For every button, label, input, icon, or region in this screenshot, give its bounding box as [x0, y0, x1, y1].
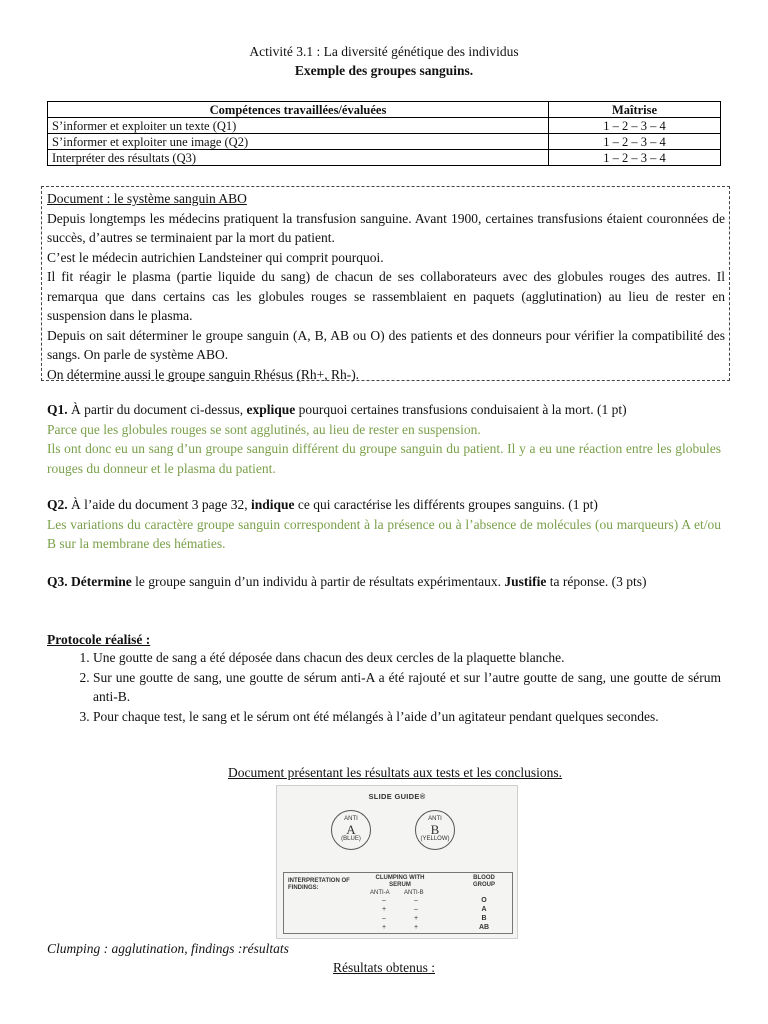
- skill-cell: Interpréter des résultats (Q3): [48, 150, 549, 166]
- anti-a-result: +: [381, 906, 387, 913]
- anti-b-circle: [415, 810, 455, 850]
- table-row: [48, 134, 721, 150]
- list-item: 3. Pour chaque test, le sang et le sérum ont été mélangés à l’aide d’un agitateur pendant quelques secondes.: [93, 707, 721, 727]
- skill-cell: S’informer et exploiter une image (Q2): [48, 134, 549, 150]
- anti-a-result: –: [382, 915, 386, 922]
- list-item: 2. Sur une goutte de sang, une goutte de sérum anti-A a été rajouté et sur l’autre goutte de sang, une goutte de sérum anti-B.: [93, 668, 721, 707]
- mastery-cell: 1 – 2 – 3 – 4: [549, 150, 721, 166]
- skills-table-header: [48, 102, 721, 118]
- answer-text: Ils ont donc eu un sang d’un groupe sanguin différent du groupe sanguin du patient. Il y a eu une réaction entre les globules rouges du donneur et le plasma du patient.: [47, 441, 721, 476]
- answer-text: Parce que les globules rouges se sont agglutinés, au lieu de rester en suspension.: [47, 421, 481, 437]
- protocol-title: Protocole réalisé :: [47, 632, 151, 647]
- document-paragraph: Depuis longtemps les médecins pratiquent la transfusion sanguine. Avant 1900, certaines transfusions étaient couronnées de succès, d’autres se terminaient par la mort du patient.: [47, 210, 725, 245]
- circle-color: (BLUE): [341, 836, 361, 842]
- question-text: À l’aide du document 3 page 32,: [67, 497, 251, 512]
- blood-group-result: A: [481, 906, 487, 913]
- blood-group-result: AB: [478, 924, 490, 931]
- document-paragraph: Il fit réagir le plasma (partie liquide du sang) de chacun de ses collaborateurs avec des globules rouges des autres. Il remarqua que dans certains cas les globules rouges se rassemblaient en paquets (agglutination) au lieu de rester en suspension dans le plasma.: [47, 269, 725, 323]
- question-1: [47, 400, 721, 478]
- question-verb: indique: [250, 497, 295, 512]
- list-item: 1. Une goutte de sang a été déposée dans chacun des deux cercles de la plaquette blanche.: [93, 648, 721, 668]
- circle-letter: A: [346, 822, 356, 837]
- clumping-header: CLUMPING WITH SERUM: [375, 875, 425, 888]
- results-heading: Résultats obtenus :: [333, 960, 435, 975]
- document-paragraph: Depuis on sait déterminer le groupe sanguin (A, B, AB ou O) des patients et des donneurs pour vérifier la compatibilité des sangs. On parle de système ABO.: [47, 327, 725, 362]
- document-paragraph: C’est le médecin autrichien Landsteiner qui comprit pourquoi.: [47, 249, 384, 265]
- circle-label: ANTI: [428, 816, 442, 822]
- question-3: [47, 572, 721, 592]
- table-row: [48, 150, 721, 166]
- activity-title: Activité 3.1 : La diversité génétique des individus: [249, 44, 519, 59]
- question-text: pourquoi certaines transfusions conduisaient à la mort. (1 pt): [295, 402, 627, 417]
- blood-group-header: BLOOD GROUP: [472, 875, 495, 888]
- glossary-note: Clumping : agglutination, findings :résultats: [47, 941, 289, 956]
- circle-letter: B: [430, 822, 440, 837]
- question-verb: explique: [246, 402, 296, 417]
- question-label: Q2.: [47, 497, 68, 512]
- question-text: le groupe sanguin d’un individu à partir de résultats expérimentaux.: [131, 574, 505, 589]
- mastery-cell: 1 – 2 – 3 – 4: [549, 134, 721, 150]
- question-verb: Détermine: [67, 574, 132, 589]
- anti-b-column-header: ANTI-B: [404, 890, 424, 896]
- activity-subtitle: Exemple des groupes sanguins.: [294, 63, 474, 78]
- anti-b-result: +: [413, 915, 419, 922]
- question-2-text: [47, 495, 721, 515]
- mastery-cell: 1 – 2 – 3 – 4: [549, 118, 721, 134]
- mastery-column-header: Maîtrise: [549, 102, 721, 118]
- figure-caption: Document présentant les résultats aux tests et les conclusions.: [227, 765, 563, 780]
- anti-a-result: +: [381, 924, 387, 931]
- skills-column-header: Compétences travaillées/évaluées: [48, 102, 549, 118]
- question-2: [47, 495, 721, 554]
- question-text: À partir du document ci-dessus,: [67, 402, 247, 417]
- anti-a-circle: [331, 810, 371, 850]
- question-label: Q1.: [47, 402, 68, 417]
- skill-cell: S’informer et exploiter un texte (Q1): [48, 118, 549, 134]
- interpretation-table: [283, 872, 513, 934]
- slide-guide-figure: [276, 785, 518, 939]
- circle-color: (YELLOW): [420, 836, 450, 842]
- anti-b-result: –: [414, 906, 418, 913]
- skills-table: [47, 101, 721, 166]
- anti-b-result: +: [413, 924, 419, 931]
- protocol-heading: [47, 630, 721, 650]
- question-verb: Justifie: [504, 574, 547, 589]
- document-paragraph: On détermine aussi le groupe sanguin Rhésus (Rh+, Rh-).: [47, 366, 360, 382]
- slide-guide-title: SLIDE GUIDE®: [368, 792, 426, 801]
- answer-text: Les variations du caractère groupe sanguin correspondent à la présence ou à l’absence de molécules (ou marqueurs) A et/ou B sur la membrane des hématies.: [47, 516, 721, 551]
- question-3-text: [47, 572, 721, 592]
- protocol-steps: [47, 648, 721, 726]
- blood-group-result: B: [481, 915, 487, 922]
- document-title: Document : le système sanguin ABO: [47, 191, 247, 206]
- interpretation-title: INTERPRETATION OF FINDINGS:: [288, 878, 350, 891]
- table-row: [48, 118, 721, 134]
- blood-group-result: O: [481, 897, 487, 904]
- question-label: Q3.: [47, 574, 68, 589]
- anti-a-result: –: [382, 897, 386, 904]
- question-text: ta réponse. (3 pts): [546, 574, 647, 589]
- question-1-text: [47, 400, 721, 420]
- abo-document-box: [41, 186, 730, 381]
- anti-a-column-header: ANTI-A: [370, 890, 390, 896]
- anti-b-result: –: [414, 897, 418, 904]
- circle-label: ANTI: [344, 816, 358, 822]
- question-text: ce qui caractérise les différents groupes sanguins. (1 pt): [294, 497, 598, 512]
